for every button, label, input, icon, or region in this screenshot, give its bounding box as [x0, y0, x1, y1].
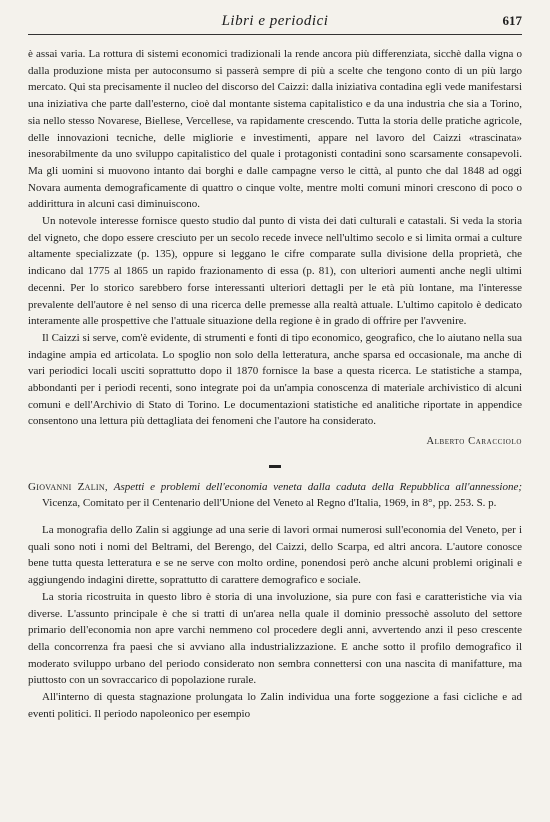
running-title: Libri e periodici — [221, 13, 329, 29]
section-divider — [28, 457, 522, 474]
citation-author: Giovanni Zalin, — [28, 480, 108, 493]
citation-title: Aspetti e problemi dell'economia veneta dalla caduta della Repubblica all'annessione; — [113, 480, 522, 493]
review-caizzi — [28, 46, 522, 451]
ornament-mark — [269, 465, 281, 468]
review-zalin — [28, 479, 522, 723]
reviewer-signature: Alberto Caracciolo — [426, 436, 522, 448]
paragraph: è assai varia. La rottura di sistemi economici tradizionali la rende ancora più differenziata, sicchè dalla vigna o dalla produzione mista per autoconsumo si passerà sempre di più a scelte che tengono conto di un più largo mercato. Qui sta precisamente il nucleo del discorso del Caizzi: dalla iniziativa contadina egli vede manifestarsi una iniziativa che parte dall'esterno, cioè dal montante sistema capitalistico e da una industria che sia a Torino, sia nello stesso Novarese, Biellese, Vercellese, va rapidamente crescendo. Tutta la storia delle pratiche agricole, delle innovazioni tecniche, delle migliorie e investimenti, appare nel lavoro del Caizzi «trascinata» inesorabilmente da uno sviluppo capitalistico del quale i protagonisti contadini sono scarsamente consapevoli. Ma gli uomini si muovono intanto dai borghi e dalle campagne verso le città, al punto che dal 1848 ad oggi Novara aumenta demograficamente di quattro o cinque volte, mentre molti comuni minori crescono di poco o addirittura in alcuni casi diminuiscono. — [28, 48, 522, 211]
paragraph: La storia ricostruita in questo libro è storia di una involuzione, sia pure con fasi e caratteristiche via via diverse. L'assunto principale è che si tratti di un'area nella quale il dominio pressochè assoluto del settore primario dell'economia non apre varchi nemmeno col procedere degli anni, avvertendo anzi il peso crescente della concorrenza fra paesi che si avviano alla industrializzazione. E anche sotto il profilo demografico il moderato sviluppo urbano del periodo considerato non sembra connettersi con una nascita di manifatture, ma piuttosto con un sovraccarico di popolazione rurale. — [28, 590, 522, 687]
running-header — [28, 12, 522, 35]
citation-publisher: Vicenza, Comitato per il Centenario dell'Unione del Veneto al Regno d'Italia, 1969, in 8°, pp. 253. S. p. — [42, 497, 497, 510]
page-number: 617 — [502, 13, 522, 28]
bibliographic-citation — [28, 479, 522, 512]
body-text — [28, 46, 522, 722]
paragraph: All'interno di questa stagnazione prolungata lo Zalin individua una forte soggezione a fasi cicliche e ad eventi politici. Il periodo napoleonico per esempio — [28, 691, 522, 720]
paragraph: Il Caizzi si serve, com'è evidente, di strumenti e fonti di tipo economico, geografico, che lo aiutano nella sua indagine ampia ed articolata. Lo spoglio non solo della letteratura, anche sparsa ed occasionale, ma anche di vari periodici locali usciti soprattutto dopo il 1870 fornisce la base a questa ricerca. Le statistiche a stampa, abbondanti per i periodi recenti, sono integrate poi da un'ampia conoscenza di materiale archivistico di alcuni comuni e dell'Archivio di Stato di Torino. Le documentazioni statistiche ed analitiche riportate in appendice consentono una lettura più dettagliata dei fenomeni che l'autore ha considerato. — [28, 331, 522, 428]
paragraph: La monografia dello Zalin si aggiunge ad una serie di lavori ormai numerosi sull'economia del Veneto, per i quali sono noti i nomi del Beltrami, del Berengo, del Caizzi, dello Scarpa, ed altri ancora. L'autore conosce bene tutta questa letteratura e se ne serve con molto ordine, ponendosi però anche alcuni problemi originali e aggiungendo indagini dirette, soprattutto di carattere demografico e sociale. — [28, 523, 522, 587]
paragraph: Un notevole interesse fornisce questo studio dal punto di vista dei dati culturali e catastali. Si veda la storia del vigneto, che dopo essere cresciuto per un secolo recede invece nell'ultimo secolo e si limita ormai a culture altamente specializzate (p. 135), oppure si leggano le cifre comparate sulla divisione della proprietà, che indicano dal 1775 al 1865 un rapido frazionamento di essa (p. 81), con ulteriori aumenti anche negli ultimi decenni. Per lo storico sarebbero forse interessanti ulteriori dettagli per le età più lontane, ma l'interesse prevalente dell'autore è nel senso di una ricerca delle premesse alla realtà attuale. L'ultimo capitolo è dedicato interamente alle prospettive che l'attuale situazione della regione è in grado di offrire per l'avvenire. — [28, 215, 522, 328]
